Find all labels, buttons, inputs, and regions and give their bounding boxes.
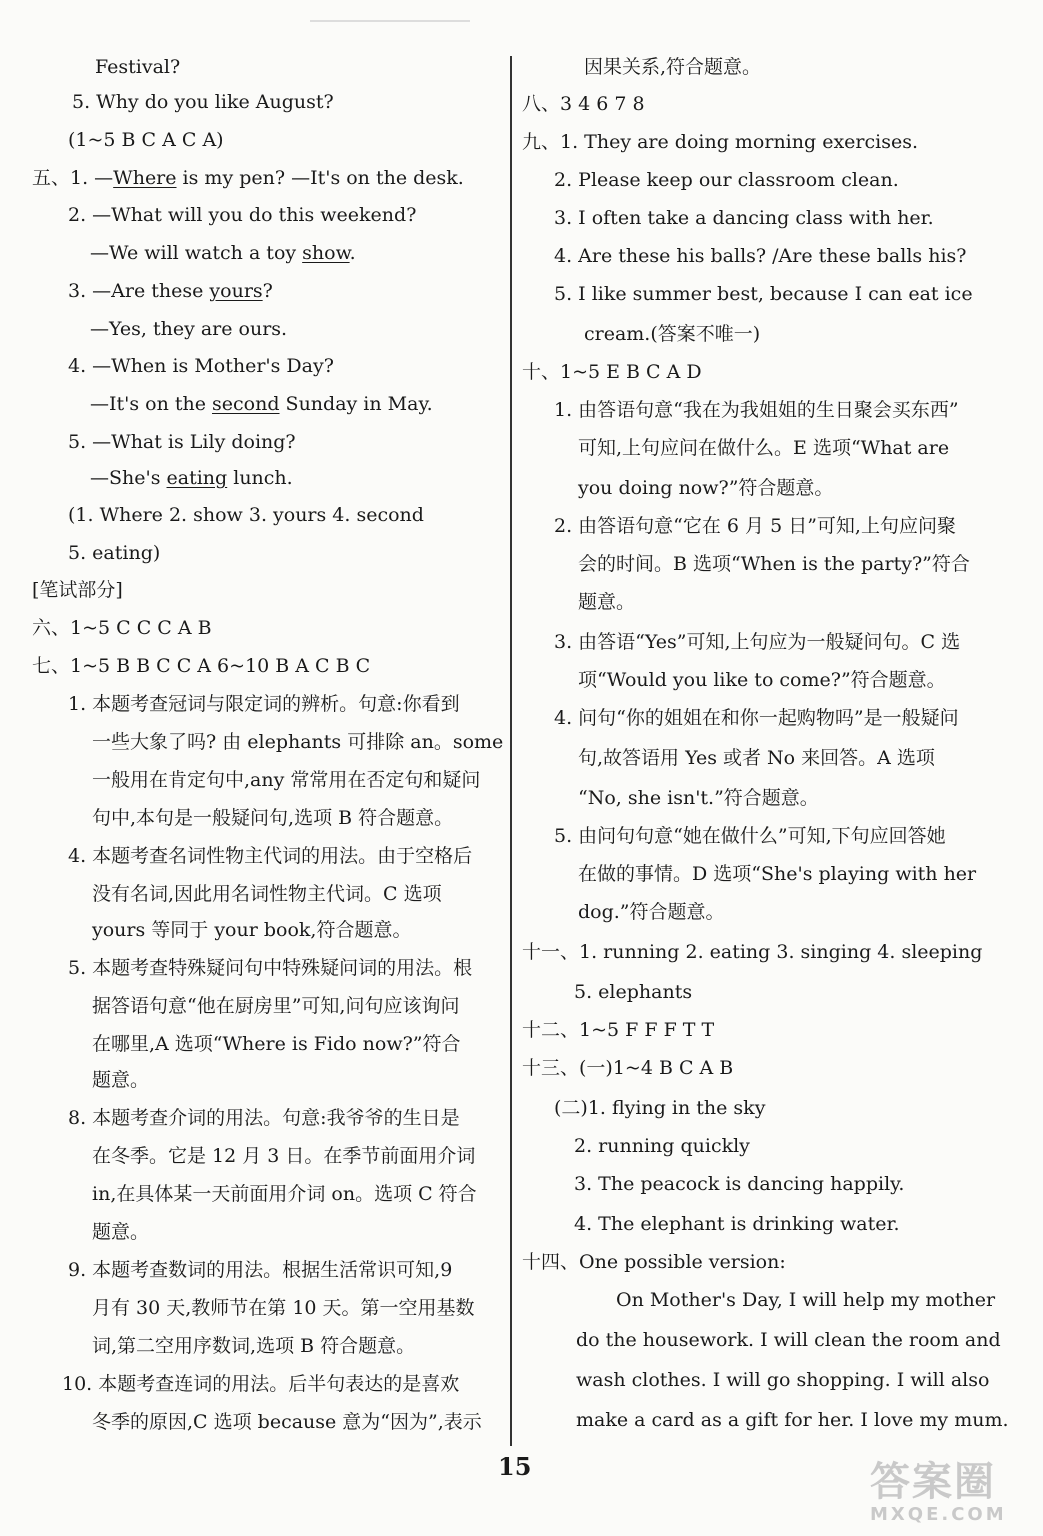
line-text: ? — [262, 280, 273, 302]
right-line: 3. 由答语“Yes”可知,上句应为一般疑问句。C 选 — [554, 631, 961, 653]
right-line: do the housework. I will clean the room and — [576, 1329, 1001, 1351]
left-line: 一般用在肯定句中,any 常常用在否定句和疑问 — [92, 769, 481, 791]
left-line: 七、1~5 B B C C A 6~10 B A C B C — [32, 655, 371, 677]
left-line: 题意。 — [92, 1069, 150, 1091]
right-line: 2. 由答语句意“它在 6 月 5 日”可知,上句应问聚 — [554, 515, 956, 537]
left-line: 词,第二空用序数词,选项 B 符合题意。 — [92, 1335, 416, 1357]
right-column — [512, 0, 1043, 1460]
line-text: lunch. — [227, 467, 293, 489]
left-line: 5. 本题考查特殊疑问句中特殊疑问词的用法。根 — [68, 957, 473, 979]
left-line: 5. eating) — [68, 542, 161, 564]
right-line: 5. elephants — [574, 981, 693, 1003]
right-line: 2. running quickly — [574, 1135, 750, 1157]
left-line: 没有名词,因此用名词性物主代词。C 选项 — [92, 883, 442, 905]
left-line: (1. Where 2. show 3. yours 4. second — [68, 504, 424, 526]
left-line — [90, 466, 293, 490]
right-line: dog.”符合题意。 — [578, 901, 725, 923]
right-line: 八、3 4 6 7 8 — [522, 93, 645, 115]
right-line: 3. I often take a dancing class with her. — [554, 207, 934, 229]
page-number: 15 — [498, 1452, 532, 1481]
right-line: 会的时间。B 选项“When is the party?”符合 — [578, 553, 970, 575]
right-line: 十四、One possible version: — [522, 1251, 786, 1273]
line-text: Sunday in May. — [279, 393, 433, 415]
watermark-logo — [870, 1460, 1030, 1530]
underlined-answer: show — [302, 242, 350, 264]
left-line: 4. —When is Mother's Day? — [68, 355, 334, 377]
left-line: —Yes, they are ours. — [90, 318, 288, 340]
line-text: —It's on the — [90, 393, 213, 415]
right-line: you doing now?”符合题意。 — [578, 477, 834, 499]
left-line: [笔试部分] — [32, 579, 123, 601]
left-line: 5. —What is Lily doing? — [68, 431, 296, 453]
watermark-bottom-text: MXQE.COM — [870, 1504, 1007, 1525]
underlined-answer: yours — [209, 280, 263, 302]
line-text: —We will watch a toy — [90, 242, 303, 264]
left-line: 1. 本题考查冠词与限定词的辨析。句意:你看到 — [68, 693, 460, 715]
right-line: “No, she isn't.”符合题意。 — [578, 787, 819, 809]
right-line: 3. The peacock is dancing happily. — [574, 1173, 905, 1195]
line-text: 五、1. — — [32, 167, 114, 189]
left-line: 一些大象了吗? 由 elephants 可排除 an。some — [92, 731, 504, 753]
left-line: 5. Why do you like August? — [72, 91, 334, 113]
right-line: 4. Are these his balls? /Are these balls his? — [554, 245, 967, 267]
left-line: 据答语句意“他在厨房里”可知,问句应该询问 — [92, 995, 460, 1017]
right-line: 因果关系,符合题意。 — [584, 56, 762, 78]
right-line: (二)1. flying in the sky — [554, 1097, 766, 1119]
line-text: —She's — [90, 467, 167, 489]
right-line: cream.(答案不唯一) — [584, 323, 761, 345]
right-line: 句,故答语用 Yes 或者 No 来回答。A 选项 — [578, 747, 935, 769]
underlined-answer: eating — [166, 467, 228, 489]
left-line: 月有 30 天,教师节在第 10 天。第一空用基数 — [92, 1297, 475, 1319]
left-line: 8. 本题考查介词的用法。句意:我爷爷的生日是 — [68, 1107, 460, 1129]
left-line: 在冬季。它是 12 月 3 日。在季节前面用介词 — [92, 1145, 476, 1167]
right-line: 十二、1~5 F F F T T — [522, 1019, 715, 1041]
left-line: yours 等同于 your book,符合题意。 — [92, 919, 412, 941]
right-line: make a card as a gift for her. I love my mum. — [576, 1409, 1009, 1431]
left-column — [0, 0, 510, 1460]
right-line: 1. 由答语句意“我在为我姐姐的生日聚会买东西” — [554, 399, 959, 421]
left-line: 10. 本题考查连词的用法。后半句表达的是喜欢 — [62, 1373, 460, 1395]
right-line: 4. The elephant is drinking water. — [574, 1213, 900, 1235]
left-line: (1~5 B C A C A) — [68, 129, 224, 151]
left-line: in,在具体某一天前面用介词 on。选项 C 符合 — [92, 1183, 477, 1205]
right-line: 4. 问句“你的姐姐在和你一起购物吗”是一般疑问 — [554, 707, 959, 729]
left-line: 2. —What will you do this weekend? — [68, 204, 417, 226]
left-line: 题意。 — [92, 1221, 150, 1243]
left-line — [32, 166, 464, 190]
left-line: 4. 本题考查名词性物主代词的用法。由于空格后 — [68, 845, 473, 867]
line-text: is my pen? —It's on the desk. — [176, 167, 464, 189]
underlined-answer: Where — [113, 167, 177, 189]
left-line: 冬季的原因,C 选项 because 意为“因为”,表示 — [92, 1411, 482, 1433]
line-text: 3. —Are these — [68, 280, 210, 302]
right-line: 十、1~5 E B C A D — [522, 361, 702, 383]
right-line: 5. I like summer best, because I can eat ice — [554, 283, 973, 305]
watermark-top-text: 答案圈 — [870, 1459, 996, 1505]
right-line: 题意。 — [578, 591, 636, 613]
left-line: 六、1~5 C C C A B — [32, 617, 212, 639]
underlined-answer: second — [212, 393, 280, 415]
right-line: 九、1. They are doing morning exercises. — [522, 131, 918, 153]
right-line: 十三、(一)1~4 B C A B — [522, 1057, 734, 1079]
left-line: 在哪里,A 选项“Where is Fido now?”符合 — [92, 1033, 461, 1055]
left-line: Festival? — [95, 56, 181, 78]
left-line: 句中,本句是一般疑问句,选项 B 符合题意。 — [92, 807, 454, 829]
left-line — [90, 392, 433, 416]
left-line — [68, 279, 273, 303]
right-line: 项“Would you like to come?”符合题意。 — [578, 669, 946, 691]
right-line: On Mother's Day, I will help my mother — [616, 1289, 996, 1311]
right-line: wash clothes. I will go shopping. I will also — [576, 1369, 990, 1391]
right-line: 2. Please keep our classroom clean. — [554, 169, 899, 191]
right-line: 在做的事情。D 选项“She's playing with her — [578, 863, 977, 885]
line-text: . — [349, 242, 356, 264]
right-line: 十一、1. running 2. eating 3. singing 4. sleeping — [522, 941, 983, 963]
right-line: 可知,上句应问在做什么。E 选项“What are — [578, 437, 950, 459]
right-line: 5. 由问句句意“她在做什么”可知,下句应回答她 — [554, 825, 946, 847]
left-line: 9. 本题考查数词的用法。根据生活常识可知,9 — [68, 1259, 453, 1281]
left-line — [90, 241, 356, 265]
